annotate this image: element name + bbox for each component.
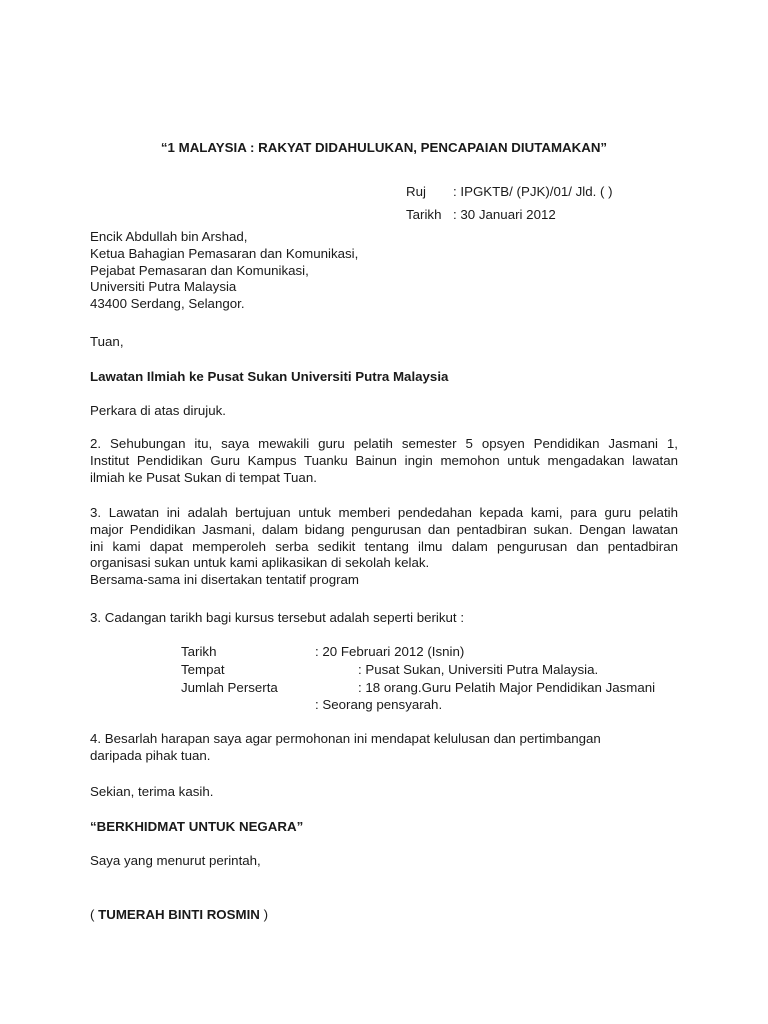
- schedule-venue-row: [181, 661, 701, 678]
- ruj-value: : IPGKTB/ (PJK)/01/ Jld. ( ): [453, 184, 613, 199]
- recipient-line: Ketua Bahagian Pemasaran dan Komunikasi,: [90, 245, 359, 261]
- ruj-label: Ruj: [406, 184, 426, 199]
- paragraph-2: [90, 436, 678, 486]
- paragraph-line: organisasi sukan untuk kami aplikasikan di sekolah kelak.: [90, 555, 430, 571]
- paragraph-line: 2. Sehubungan itu, saya mewakili guru pelatih semester 5 opsyen Pendidikan Jasmani 1,: [90, 436, 678, 451]
- signature-block: [90, 906, 268, 923]
- tarikh-value: : 30 Januari 2012: [453, 207, 556, 222]
- paragraph-line: 3. Lawatan ini adalah bertujuan untuk memberi pendedahan kepada kami, para guru pelatih: [90, 505, 678, 520]
- signature-open-paren: (: [90, 907, 99, 922]
- letter-subject: Lawatan Ilmiah ke Pusat Sukan Universiti Putra Malaysia: [90, 369, 449, 384]
- paragraph-3: [90, 505, 678, 589]
- schedule-date-label: Tarikh: [181, 644, 217, 659]
- schedule-participants-row: [181, 679, 701, 696]
- recipient-line: Universiti Putra Malaysia: [90, 279, 237, 295]
- tarikh-label: Tarikh: [406, 207, 442, 222]
- schedule-date-value: : 20 Februari 2012 (Isnin): [315, 644, 465, 659]
- sign-off: Saya yang menurut perintah,: [90, 853, 261, 868]
- paragraph-line: Bersama-sama ini disertakan tentatif program: [90, 572, 360, 588]
- recipient-line: Encik Abdullah bin Arshad,: [90, 229, 248, 244]
- paragraph-line: ilmiah ke Pusat Sukan di tempat Tuan.: [90, 469, 317, 485]
- paragraph-3b: 3. Cadangan tarikh bagi kursus tersebut adalah seperti berikut :: [90, 610, 465, 625]
- paragraph-line: Institut Pendidikan Guru Kampus Tuanku Bainun ingin memohon untuk mengadakan lawatan: [90, 452, 678, 468]
- reference-number-row: [406, 183, 706, 200]
- salutation: Tuan,: [90, 334, 124, 349]
- schedule-participants-label: Jumlah Perserta: [181, 680, 278, 695]
- reference-sentence: Perkara di atas dirujuk.: [90, 403, 226, 418]
- paragraph-line: ini kami dapat memperoleh serba sedikit tentang ilmu dalam pengurusan dan pentadbiran: [90, 538, 678, 554]
- paragraph-line: daripada pihak tuan.: [90, 747, 211, 763]
- motto-heading: “1 MALAYSIA : RAKYAT DIDAHULUKAN, PENCAPAIAN DIUTAMAKAN”: [160, 140, 608, 155]
- schedule-lecturer-row: [181, 696, 701, 713]
- closing-line: Sekian, terima kasih.: [90, 784, 214, 799]
- recipient-address: [90, 229, 678, 313]
- slogan: “BERKHIDMAT UNTUK NEGARA”: [90, 819, 304, 834]
- paragraph-line: major Pendidikan Jasmani, dalam bidang pengurusan dan pentadbiran sukan. Dengan lawatan: [90, 521, 678, 537]
- signatory-name: TUMERAH BINTI ROSMIN: [98, 907, 260, 922]
- schedule-venue-value: : Pusat Sukan, Universiti Putra Malaysia.: [358, 662, 599, 677]
- schedule-participants-value: : 18 orang.Guru Pelatih Major Pendidikan Jasmani: [358, 680, 656, 695]
- recipient-line: 43400 Serdang, Selangor.: [90, 296, 245, 312]
- paragraph-line: 4. Besarlah harapan saya agar permohonan ini mendapat kelulusan dan pertimbangan: [90, 731, 601, 746]
- schedule-date-row: [181, 643, 701, 660]
- paragraph-4: [90, 731, 678, 765]
- schedule-lecturer-value: : Seorang pensyarah.: [315, 697, 443, 712]
- recipient-line: Pejabat Pemasaran dan Komunikasi,: [90, 262, 309, 278]
- reference-date-row: [406, 206, 706, 223]
- schedule-venue-label: Tempat: [181, 662, 225, 677]
- signature-close-paren: ): [259, 907, 269, 922]
